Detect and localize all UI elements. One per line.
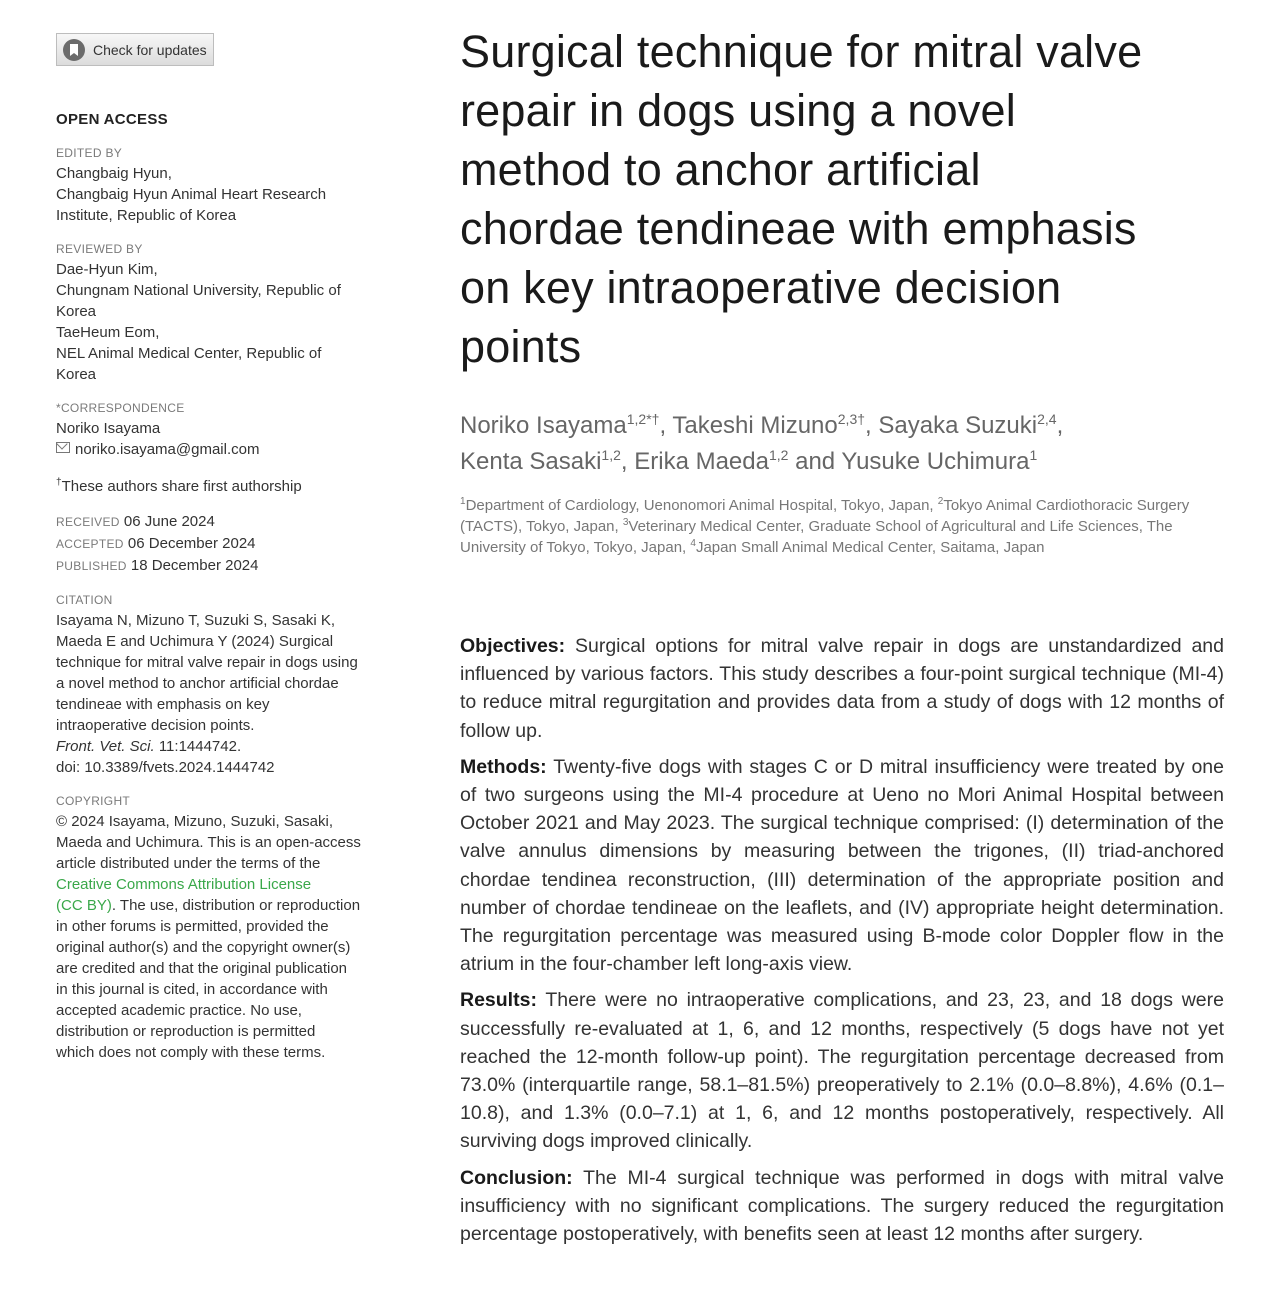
abstract-heading: Conclusion: [460,1166,573,1189]
author-separator: , [1056,412,1064,439]
article-main [460,22,1224,1256]
title-line: chordae tendineae with emphasis [460,203,1137,254]
citation-line: intraoperative decision points. [56,717,255,734]
title-line: repair in dogs using a novel [460,85,1016,136]
copyright-block [56,811,401,1063]
copyright-line: are credited and that the original publication [56,960,348,977]
affiliation-number: 1 [460,496,466,507]
reviewed-by-label: REVIEWED BY [56,242,143,256]
abstract-heading: Objectives: [460,635,566,657]
reviewed-by-line: Korea [56,303,97,320]
published-row [56,555,401,577]
accepted-label: ACCEPTED [56,537,124,551]
title-line: Surgical technique for mitral valve [460,26,1143,77]
copyright-line: which does not comply with these terms. [56,1044,326,1061]
copyright-line: distribution or reproduction is permitted [56,1023,316,1040]
license-link[interactable]: Creative Commons Attribution License [56,876,312,893]
citation-line: tendineae with emphasis on key [56,696,270,713]
reviewed-by-list [56,259,401,385]
copyright-label: COPYRIGHT [56,794,131,808]
citation-line: Isayama N, Mizuno T, Suzuki S, Sasaki K, [56,612,336,629]
copyright-line: in other forums is permitted, provided the [56,918,329,935]
check-for-updates-label: Check for updates [93,41,207,58]
author-name: Noriko Isayama [460,412,627,439]
author-name: Sayaka Suzuki [878,412,1038,439]
author-affiliation-marks: 1,2*† [626,411,660,427]
first-authorship-note [56,472,401,497]
correspondence-email-link[interactable]: noriko.isayama@gmail.com [75,441,260,458]
edited-by-list [56,163,401,226]
copyright-line: in this journal is cited, in accordance with [56,981,328,998]
author-separator: , [865,412,879,439]
copyright-line: article distributed under the terms of the [56,855,321,872]
correspondence-email-row [56,439,401,460]
abstract-conclusion [460,1164,1224,1249]
abstract-text: The MI-4 surgical technique was performed in dogs with mitral valve insufficiency with no significant complications. The surgery reduced the regurgitation percentage postoperatively, with benefits seen at least 12 months after surgery. [460,1166,1224,1246]
article-title [460,22,1224,376]
abstract-methods [460,753,1224,979]
copyright-line: Maeda and Uchimura. This is an open-access [56,834,361,851]
open-access-label: OPEN ACCESS [56,111,168,128]
copyright-line-text: . The use, distribution or reproduction [111,897,361,914]
abstract-text: Twenty-five dogs with stages C or D mitral insufficiency were treated by one of two surgeons using the MI-4 procedure at Ueno no Mori Animal Hospital between October 2021 and May 2023. The surgical technique comprised: (I) determination of the valve annulus dimensions by measuring between the trigones, (II) triad-anchored chordae tendinea reconstruction, (III) determination of the appropriate position and number of chordae tendineae on the leaflets, and (IV) appropriate height determination. The regurgitation percentage was measured using B-mode color Doppler flow in the atrium in the four-chamber left long-axis view. [460,755,1224,976]
received-label: RECEIVED [56,515,120,529]
published-date: 18 December 2024 [130,557,259,574]
affiliation-text: Tokyo Animal Cardiothoracic Surgery (TACTS), Tokyo, Japan, [460,497,1190,535]
reviewed-by-line: Dae-Hyun Kim, [56,261,158,278]
author-name: Kenta Sasaki [460,448,602,475]
affiliation-text: Japan Small Animal Medical Center, Saitama, Japan [695,539,1045,556]
affiliation-text: Veterinary Medical Center, Graduate School of Agricultural and Life Sciences, The University of Tokyo, Tokyo, Japan, [460,518,1173,556]
author-list [460,408,1224,480]
edited-by-line: Changbaig Hyun Animal Heart Research [56,186,327,203]
copyright-line: original author(s) and the copyright owner(s) [56,939,351,956]
reviewed-by-line: Korea [56,366,97,383]
author-name: Takeshi Mizuno [672,412,838,439]
reviewed-by-line: Chungnam National University, Republic of [56,282,341,299]
correspondence-label: *CORRESPONDENCE [56,401,185,415]
correspondence-block [56,418,401,460]
article-dates [56,511,401,577]
citation-label: CITATION [56,593,113,607]
title-line: points [460,321,582,372]
title-line: on key intraoperative decision [460,262,1062,313]
affiliations [460,495,1224,558]
citation-line: technique for mitral valve repair in dogs using [56,654,358,671]
author-affiliation-marks: 1,2 [601,447,621,463]
citation-block [56,610,401,778]
cc-by-link[interactable]: (CC BY) [56,897,112,914]
citation-volume: 11:1444742. [154,738,242,755]
first-authorship-text: These authors share first authorship [61,478,302,495]
affiliation-number: 4 [690,538,696,549]
citation-journal-line [56,736,401,757]
received-date: 06 June 2024 [123,513,215,530]
author-name: Erika Maeda [634,448,769,475]
reviewed-by-line: TaeHeum Eom, [56,324,160,341]
citation-line: Maeda E and Uchimura Y (2024) Surgical [56,633,334,650]
edited-by-label: EDITED BY [56,146,123,160]
copyright-line [56,895,401,916]
edited-by-line: Changbaig Hyun, [56,165,172,182]
abstract-heading: Results: [460,989,537,1012]
received-row [56,511,401,533]
article-info-sidebar [56,33,401,1063]
citation-journal: Front. Vet. Sci. [56,738,155,755]
dagger-mark: † [56,477,62,488]
abstract-objectives [460,632,1224,745]
author-separator: , [620,448,635,475]
copyright-line: accepted academic practice. No use, [56,1002,302,1019]
abstract [460,632,1224,1248]
edited-by-line: Institute, Republic of Korea [56,207,237,224]
author-affiliation-marks: 2,3† [837,411,866,427]
envelope-icon [56,442,70,453]
affiliation-number: 2 [937,496,944,507]
citation-line: a novel method to anchor artificial chordae [56,675,339,692]
published-label: PUBLISHED [56,559,127,573]
correspondence-name: Noriko Isayama [56,420,161,437]
bookmark-icon [63,39,85,61]
accepted-row [56,533,401,555]
copyright-line: © 2024 Isayama, Mizuno, Suzuki, Sasaki, [56,813,334,830]
reviewed-by-line: NEL Animal Medical Center, Republic of [56,345,322,362]
abstract-results [460,986,1224,1155]
author-separator: , [659,412,673,439]
abstract-heading: Methods: [460,755,547,778]
author-affiliation-marks: 2,4 [1037,411,1057,427]
author-separator: and [788,448,842,475]
check-for-updates-button[interactable] [56,33,214,66]
affiliation-text: Department of Cardiology, Uenonomori Animal Hospital, Tokyo, Japan, [465,497,938,514]
accepted-date: 06 December 2024 [127,535,256,552]
affiliation-number: 3 [622,517,629,528]
abstract-text: There were no intraoperative complications, and 23, 23, and 18 dogs were successfully re-evaluated at 1, 6, and 12 months, respectively (5 dogs have not yet reached the 12-month follow-up point). The regurgitation percentage decreased from 73.0% (interquartile range, 58.1–81.5%) preoperatively to 2.1% (0.0–8.8%), 4.6% (0.1–10.8), and 1.3% (0.0–7.1) at 1, 6, and 12 months postoperatively, respectively. All surviving dogs improved clinically. [460,989,1224,1153]
abstract-text: Surgical options for mitral valve repair in dogs are unstandardized and influenced by various factors. This study describes a four-point surgical technique (MI-4) to reduce mitral regurgitation and provides data from a study of dogs with 12 months of follow up. [460,635,1224,742]
title-line: method to anchor artificial [460,144,981,195]
citation-doi[interactable]: doi: 10.3389/fvets.2024.1444742 [56,759,275,776]
author-affiliation-marks: 1,2 [768,447,789,463]
author-name: Yusuke Uchimura [841,448,1030,475]
author-affiliation-marks: 1 [1029,447,1038,463]
